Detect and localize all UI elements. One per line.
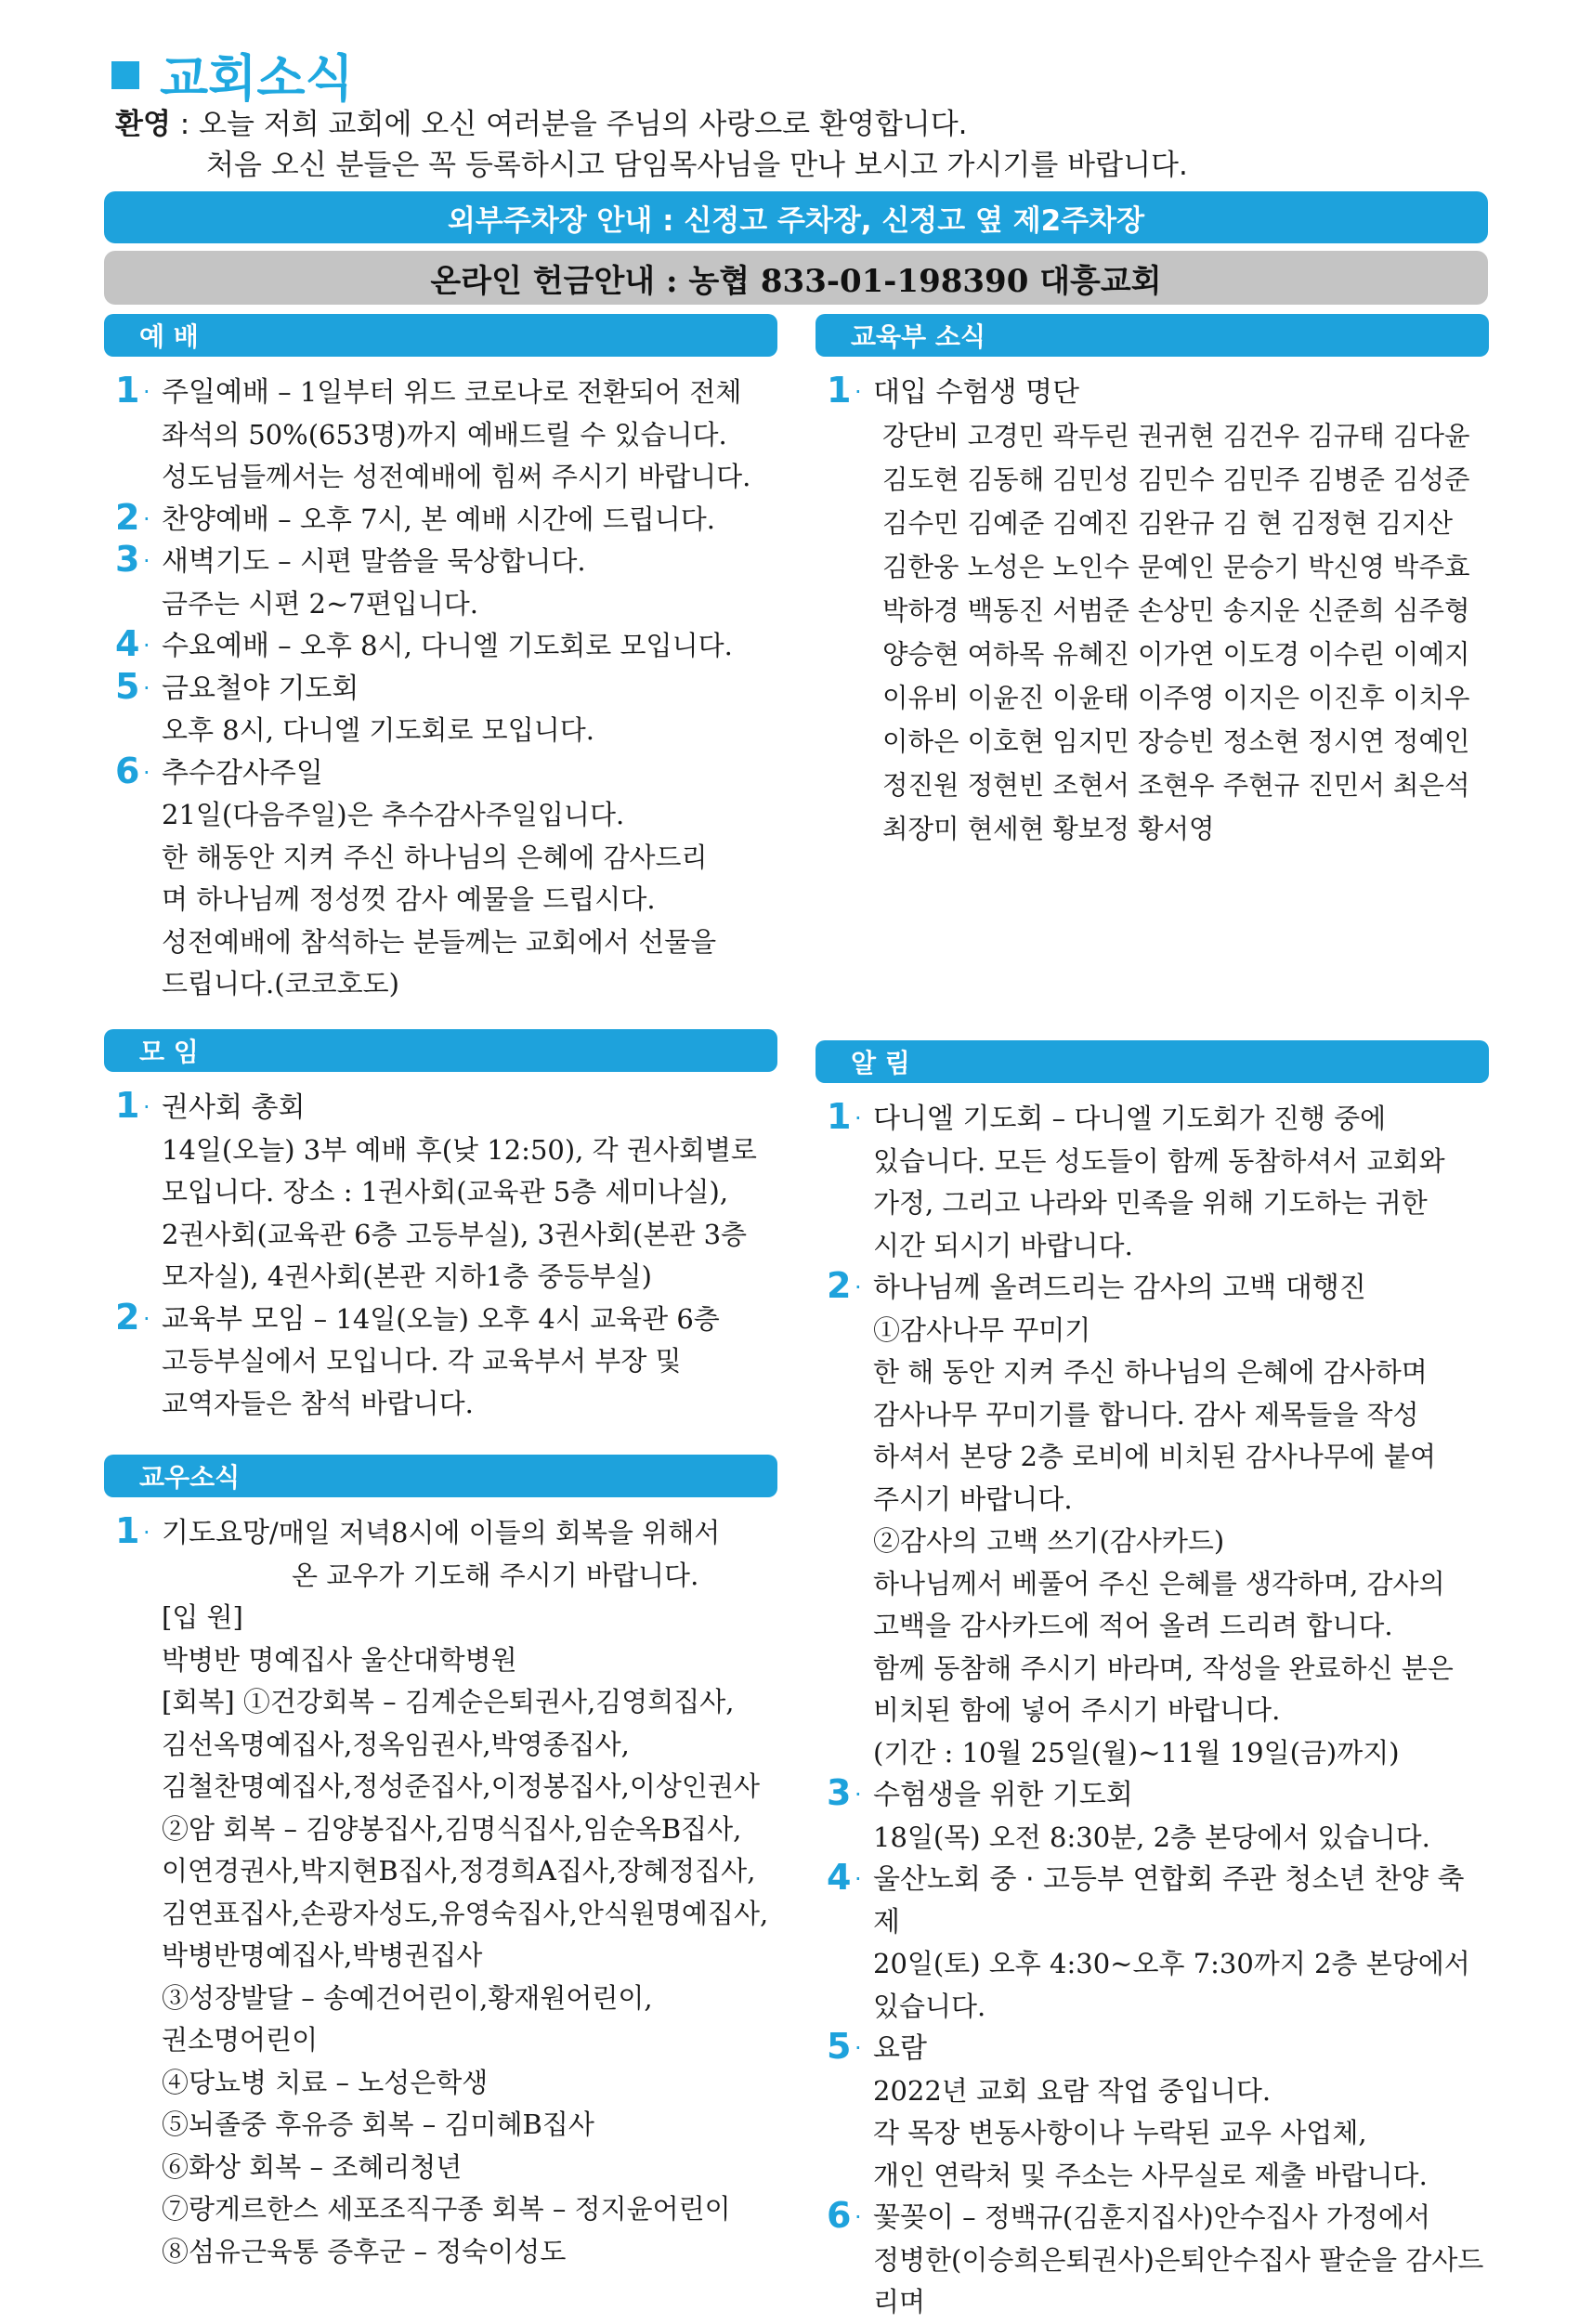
worship-item [104,541,777,625]
item-text: 21일(다음주일)은 추수감사주일입니다. 한 해동안 지켜 주신 하나님의 은혜에 감사드리 며 하나님께 정성껏 감사 예물을 드립시다. 성전예배에 참석하는 분들께는 교회에서 선물을 드립니다.(코코호도) [162,799,717,999]
item-number: 6 [827,2195,852,2236]
item-title: 다니엘 기도회 [873,1103,1044,1135]
item-number: 5 [827,2026,852,2067]
notices-item [816,1267,1489,1774]
members-section [104,1455,777,2273]
item-title: 대입 수험생 명단 [873,376,1079,409]
item-bullet-icon: · [855,379,862,405]
worship-item [104,372,777,499]
item-text: ①감사나무 꾸미기 한 해 동안 지켜 주신 하나님의 은혜에 감사하며 감사나무 꾸미기를 합니다. 감사 제목들을 작성 하셔서 본당 2층 로비에 비치된 감사나무에 붙여 주시기 바랍니다. ②감사의 고백 쓰기(감사카드) 하나님께서 베풀어 주신 은혜를 생각하며, 감사의 고백을 감사카드에 적어 올려 드리려 합니다. 함께 동참해 주시기 바라며, 작성을 완료하신 분은 비치된 함에 넣어 주시기 바랍니다. (기간 : 10월 25일(월)~11월 19일(금)까지) [873,1313,1454,1769]
item-title: 하나님께 올려드리는 감사의 고백 대행진 [873,1272,1366,1304]
offering-banner: 온라인 헌금안내 : 농협 833-01-198390 대흥교회 [104,251,1488,305]
parking-banner: 외부주차장 안내 : 신정고 주차장, 신정고 옆 제2주차장 [104,191,1488,243]
item-text: 오후 8시, 다니엘 기도회로 모입니다. [162,714,594,746]
item-bullet-icon: · [143,1305,150,1332]
page-title [111,39,354,111]
item-text: 18일(목) 오전 8:30분, 2층 본당에서 있습니다. [873,1821,1430,1853]
item-text-indent: 온 교우가 기도해 주시기 바랍니다. [292,1559,699,1591]
item-title: 요람 [873,2032,927,2065]
item-title: 꽃꽂이 [873,2201,954,2234]
worship-item [104,496,777,542]
education-header: 교육부 소식 [816,314,1489,357]
worship-item [104,625,777,668]
notices-items [816,1098,1489,2324]
item-number: 2 [827,1265,852,1306]
item-bullet-icon: · [143,548,150,574]
meetings-item [104,1296,777,1426]
item-text: – 시편 말씀을 묵상합니다. 금주는 시편 2~7편입니다. [162,545,586,620]
item-bullet-icon: · [855,1105,862,1131]
education-items [816,372,1489,851]
item-number: 4 [115,623,140,664]
item-text: – 오후 7시, 본 예배 시간에 드립니다. [268,503,716,535]
item-number: 6 [115,750,140,791]
item-number: 1 [115,370,140,411]
education-section [816,314,1489,851]
worship-item [104,752,777,1006]
item-title: 권사회 총회 [162,1091,306,1124]
item-text-detail: [입 원] 박병반 명예집사 울산대학병원 [회복] ①건강회복 – 김계순은퇴권사,김영희집사, 김선옥명예집사,정옥임권사,박영종집사, 김철찬명예집사,정성준집사,이정봉집사,이상인권사 ②암 회복 – 김양봉집사,김명식집사,임순옥B집사, 이연경권사,박지현B집사,정경희A집사,장혜정집사, 김연표집사,손광자성도,유영숙집사,안식원명예집사, 박병반명예집사,박병권집사 ③성장발달 – 송예건어린이,황재원어린이, 권소명어린이 ④당뇨병 치료 – 노성은학생 ⑤뇌졸중 후유증 회복 – 김미혜B집사 ⑥화상 회복 – 조혜리청년 ⑦랑게르한스 세포조직구종 회복 – 정지윤어린이 ⑧섬유근육통 증후군 – 정숙이성도 [162,1601,769,2267]
worship-section [104,314,777,1006]
notices-item [816,2028,1489,2197]
item-title: 기도요망 [162,1517,269,1549]
item-bullet-icon: · [855,1274,862,1300]
item-title: 새벽기도 [162,545,269,578]
page-title-text: 교회소식 [160,49,354,108]
welcome-line-2: 처음 오신 분들은 꼭 등록하시고 담임목사님을 만나 보시고 가시기를 바랍니다. [206,149,1188,182]
notices-section [816,1040,1489,2324]
item-bullet-icon: · [143,633,150,659]
worship-items [104,372,777,1006]
item-bullet-icon: · [855,2204,862,2230]
item-number: 1 [827,1096,852,1137]
item-body: 강단비 고경민 곽두린 권귀현 김건우 김규태 김다윤 김도현 김동해 김민성 김민수 김민주 김병준 김성준 김수민 김예준 김예진 김완규 김 현 김정현 김지산 김한웅 노성은 노인수 문예인 문승기 박신영 박주효 박하경 백동진 서범준 손상민 송지운 신준희 심주형 양승현 여하목 유혜진 이가연 이도경 이수린 이예지 이유비 이윤진 이윤태 이주영 이지은 이진후 이치우 이하은 이호현 임지민 장승빈 정소현 정시연 정예인 정진원 정현빈 조현서 조현우 주현규 진민서 최은석 최장미 현세현 황보정 황서영 [882,420,1470,844]
item-text: 14일(오늘) 3부 예배 후(낮 12:50), 각 권사회별로 모입니다. 장소 : 1권사회(교육관 5층 세미나실), 2권사회(교육관 6층 고등부실), 3권사회(본관 3층 모자실), 4권사회(본관 지하1층 중등부실) [162,1133,757,1292]
members-item [104,1512,777,2273]
item-number: 1 [827,370,852,411]
item-number: 1 [115,1510,140,1551]
members-header: 교우소식 [104,1455,777,1497]
item-number: 5 [115,665,140,707]
item-title: 금요철야 기도회 [162,672,359,705]
item-title: 찬양예배 [162,503,269,536]
item-title: 교육부 모임 [162,1302,306,1336]
item-text: – 오후 8시, 다니엘 기도회로 모입니다. [268,630,733,661]
welcome-message [115,104,1188,186]
item-bullet-icon: · [143,505,150,532]
item-text: – 14일(오늘) 오후 4시 교육관 6층 고등부실에서 모입니다. 각 교육부서 부장 및 교역자들은 참석 바랍니다. [162,1302,720,1419]
item-text: 2022년 교회 요람 작업 중입니다. 각 목장 변동사항이나 누락된 교우 사업체, 개인 연락처 및 주소는 사무실로 제출 바랍니다. [873,2074,1428,2191]
item-text: 20일(토) 오후 4:30~오후 7:30까지 2층 본당에서 있습니다. [873,1948,1470,2022]
members-items [104,1512,777,2273]
item-text: – 정백규(김훈지집사)안수집사 가정에서 정병한(이승희은퇴권사)은퇴안수집사 팔순을 감사드리며 [873,2201,1484,2317]
worship-header: 예 배 [104,314,777,357]
item-bullet-icon: · [143,1094,150,1120]
item-title: 주일예배 [162,376,269,409]
notices-item [816,2197,1489,2324]
item-bullet-icon: · [143,379,150,405]
item-text: /매일 저녁8시에 이들의 회복을 위해서 [268,1517,721,1548]
meetings-item [104,1087,777,1299]
item-number: 2 [115,1296,140,1338]
item-number: 3 [827,1772,852,1813]
meetings-header: 모 임 [104,1029,777,1072]
item-number: 3 [115,539,140,580]
welcome-label: 환영 [115,108,171,141]
meetings-items [104,1087,777,1425]
item-title: 수험생을 위한 기도회 [873,1779,1133,1811]
education-item [816,372,1489,851]
item-number: 4 [827,1857,852,1898]
item-bullet-icon: · [143,1520,150,1546]
notices-header: 알 림 [816,1040,1489,1083]
item-number: 2 [115,496,140,538]
item-text: – 다니엘 기도회가 진행 중에 있습니다. 모든 성도들이 함께 동참하셔서 교회와 가정, 그리고 나라와 민족을 위해 기도하는 귀한 시간 되시기 바랍니다. [873,1103,1445,1261]
welcome-text-1: : 오늘 저희 교회에 오신 여러분을 주님의 사랑으로 환영합니다. [170,108,968,141]
worship-item [104,665,777,752]
title-square-icon [111,61,139,89]
notices-item [816,1774,1489,1859]
item-number: 1 [115,1085,140,1126]
item-bullet-icon: · [143,759,150,786]
item-bullet-icon: · [143,674,150,701]
item-bullet-icon: · [855,2035,862,2061]
item-title: 수요예배 [162,630,269,662]
notices-item [816,1859,1489,2028]
welcome-line-1 [115,104,1188,145]
item-text: – 1일부터 위드 코로나로 전환되어 전체 좌석의 50%(653명)까지 예배드릴 수 있습니다. 성도님들께서는 성전예배에 힘써 주시기 바랍니다. [162,376,751,492]
item-bullet-icon: · [855,1866,862,1892]
item-title: 추수감사주일 [162,756,323,790]
notices-item [816,1098,1489,1267]
meetings-section [104,1029,777,1425]
item-title: 울산노회 중 · 고등부 연합회 주관 청소년 찬양 축제 [873,1863,1465,1939]
item-bullet-icon: · [855,1782,862,1808]
